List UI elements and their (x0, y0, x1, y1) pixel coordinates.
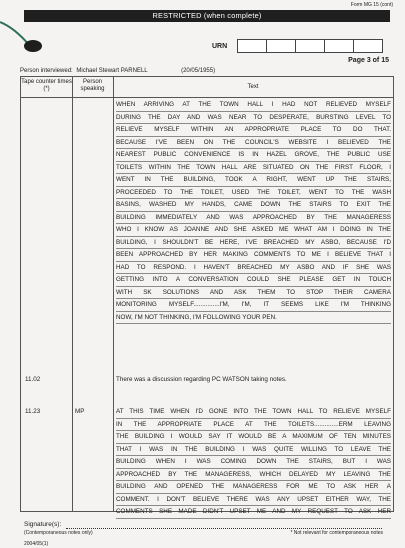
statement-line: BASINS, WASHED MY HANDS, CAME DOWN THE STAIRS TO EXIT THE (116, 199, 391, 212)
interviewee-dob: (20/05/1955) (181, 68, 216, 74)
urn-box (237, 39, 266, 53)
signature-label: Signature(s): (24, 521, 62, 528)
statement-table (20, 76, 394, 515)
form-version: 2004/05(1) (24, 541, 49, 547)
statement-line: THE BUILDING I WOULD SAY IT WOULD BE A MAXIMUM OF TEN MINUTES (116, 431, 391, 444)
statement-line: BEEN APPROACHED BY HER MAKING COMMENTS TO ME I BELIEVE THAT I (116, 249, 391, 262)
tape-time: 11.02 (25, 376, 41, 383)
tape-time: 11.23 (25, 408, 41, 415)
statement-line: COMMENT. I DON'T BELIEVE THERE WAS ANY UPSET EITHER WAY, THE (116, 494, 391, 507)
statement-line: DURING THE DAY AND WAS NEAR TO DESPERATE, BURSTING LEVEL TO (116, 112, 391, 125)
statement-line: NOW, I'M NOT THINKING, I'M FOLLOWING YOUR PEN. (116, 312, 391, 325)
urn-box (353, 39, 383, 53)
statement-line: BUILDING IMMEDIATELY AND WAS APPROACHED BY THE MANAGERESS (116, 212, 391, 225)
header-person-speaking: Person speaking (80, 79, 105, 92)
statement-line: There was a discussion regarding PC WATSON taking notes. (116, 376, 287, 383)
statement-line: HAD TO RESPOND. I HAVEN'T BREACHED MY ASBO AND IF SHE WAS (116, 262, 391, 275)
statement-line: WENT IN THE BUILDING, TOOK A RIGHT, WENT UP THE STAIRS, (116, 174, 391, 187)
statement-line: WITH SK SOLUTIONS AND ASK THEM TO STOP THEIR CAMERA (116, 287, 391, 300)
statement-line: THAT I WAS IN THE BUILDING I WAS QUITE WILLING TO LEAVE THE (116, 444, 391, 457)
statement-line: MONITORING MYSELF...............I'M, I'M, IT SEEMS LIKE I'M THINKING (116, 299, 391, 312)
contemporaneous-note: (Contemporaneous notes only) (24, 530, 93, 536)
header-text: Text (247, 84, 259, 90)
person-interviewed (20, 68, 215, 74)
interviewee-name: Michael Stewart PARNELL (76, 68, 148, 74)
bleed-through-text (251, 317, 391, 324)
not-relevant-footnote: * Not relevant for contemporaneous notes (290, 530, 383, 536)
statement-line: BUILDING WHEN I WAS COMING DOWN THE STAIRS, BUT I WAS (116, 456, 391, 469)
statement-line: IN THE APPROPRIATE PLACE AT THE TOILETS..............ERM LEAVING (116, 419, 391, 432)
column-divider (113, 77, 114, 511)
interviewed-label: Person interviewed: (20, 68, 73, 74)
statement-entry (116, 406, 391, 519)
statement-line: BECAUSE I'VE BEEN ON THE COUNCIL'S WEBSITE I BELIEVED THE (116, 137, 391, 150)
page-number: Page 3 of 15 (348, 57, 389, 64)
urn-boxes (237, 39, 383, 53)
statement-line: WHEN ARRIVING AT THE TOWN HALL I HAD NOT RELIEVED MYSELF (116, 99, 391, 112)
header-tape-counter: Tape counter times (*) (21, 79, 72, 92)
statement-line: PROCEEDED TO THE TOILET, USED THE TOILET, WENT TO THE WASH (116, 187, 391, 200)
urn-box (295, 39, 324, 53)
statement-line: AT THIS TIME WHEN I'D GONE INTO THE TOWN HALL TO RELIEVE MYSELF (116, 406, 391, 419)
statement-entry (116, 99, 391, 324)
urn-label: URN (212, 43, 228, 50)
form-id: Form MG 15 (cont) (350, 2, 393, 8)
urn-box (266, 39, 295, 53)
speaker-initials: MP (75, 408, 85, 415)
statement-line: COMMENTS SHE MADE DIDN'T UPSET ME AND MY REQUEST TO ASK HER (116, 506, 391, 519)
statement-line: RELIEVE MYSELF WITHIN AN APPROPRIATE PLACE TO DO THAT. (116, 124, 391, 137)
restricted-banner: RESTRICTED (when complete) (24, 10, 390, 22)
statement-line: NEAREST PUBLIC CONVENIENCE IS IN HAZEL GROVE, THE PUBLIC USE (116, 149, 391, 162)
statement-line: WHO I KNOW AS JOANNE AND SHE ASKED ME WHAT AM I DOING IN THE (116, 224, 391, 237)
statement-line: APPROACHED BY THE MANAGERESS, WHICH DELAYED MY LEAVING THE (116, 469, 391, 482)
header-divider (21, 97, 393, 98)
statement-line: TOILETS WITHIN THE TOWN HALL ARE SITUATED ON THE FIRST FLOOR, I (116, 162, 391, 175)
signature-line (66, 528, 382, 529)
statement-line: GETTING INTO A CONVERSATION COULD SHE PLEASE GET IN TOUCH (116, 274, 391, 287)
column-divider (72, 77, 73, 511)
statement-line: BUILDING, I SHOULDN'T BE HERE, I'VE BREACHED MY ASBO, BECAUSE I'D (116, 237, 391, 250)
punch-hole (24, 40, 42, 52)
statement-line: BUILDING AND OPENED THE MANAGERESS FOR ME TO ASK HER A (116, 481, 391, 494)
urn-box (324, 39, 353, 53)
